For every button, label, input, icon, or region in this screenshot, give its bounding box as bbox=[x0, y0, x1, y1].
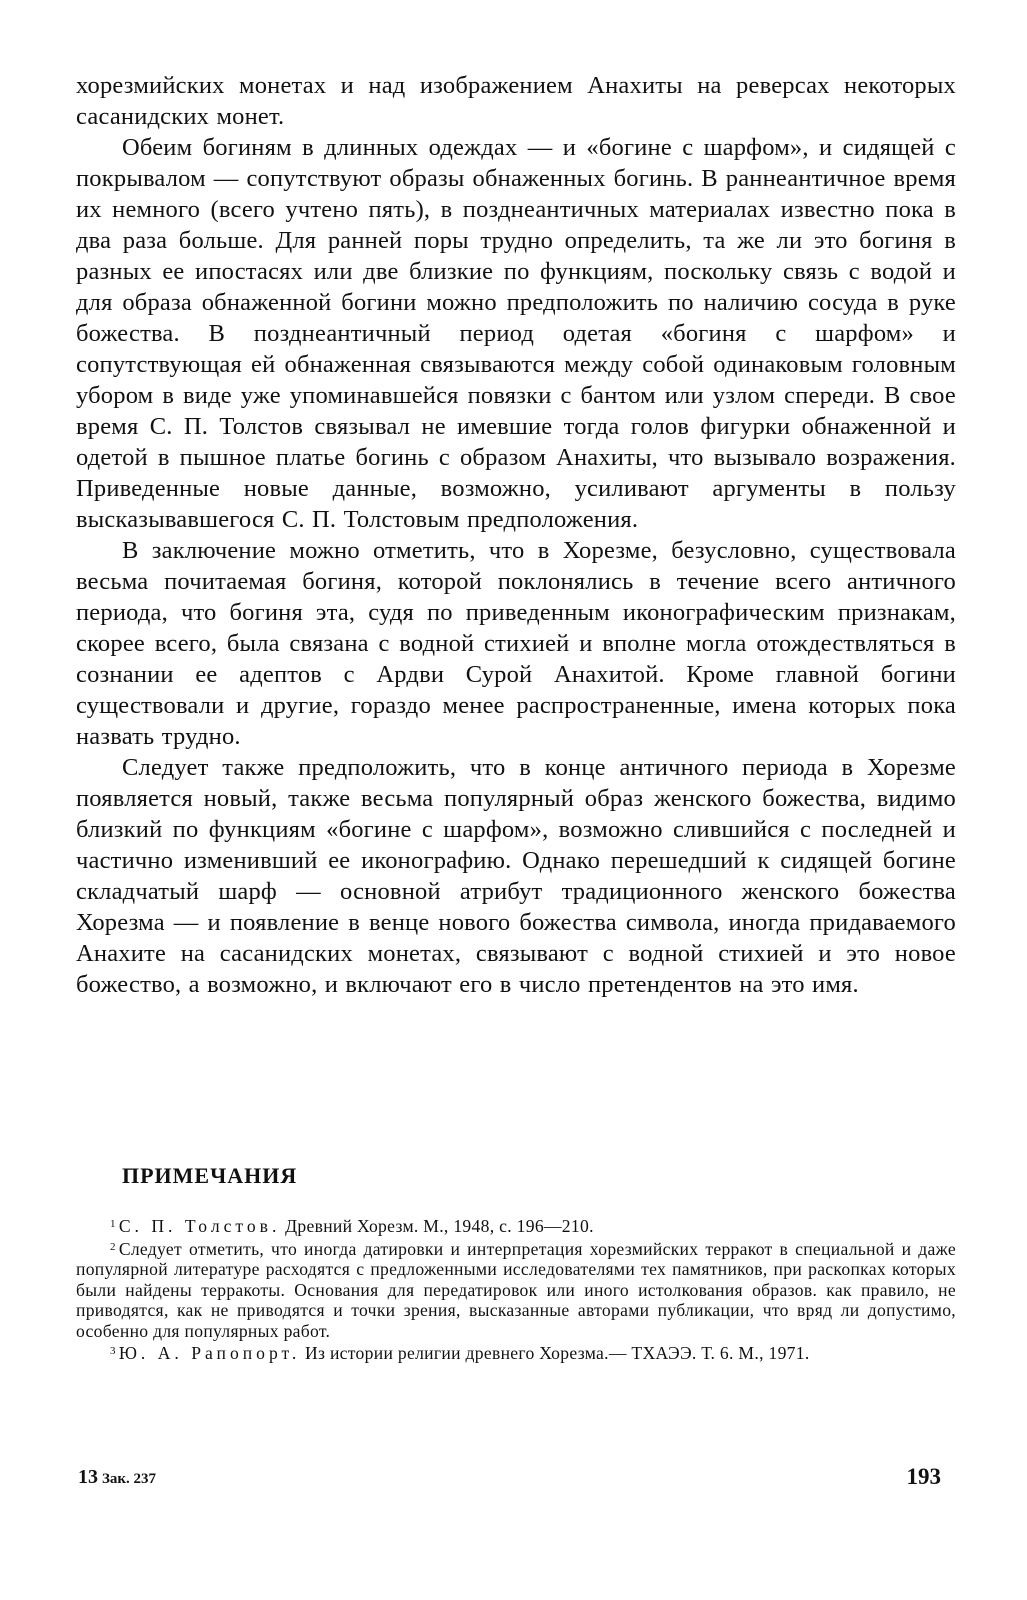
note-author: С. П. Толстов. bbox=[118, 1216, 281, 1236]
note-text: Следует отметить, что иногда датировки и интерпретация хорезмийских терракот в специальной и даже популярной литературе расходятся с предложенными исследователями тех памятников, при раскопках которых были найдены терракоты. Основания для передатировок или иного истолкования образов. как правило, не приводятся, как не приводятся и точки зрения, высказанные авторами публикации, что вряд ли допустимо, особенно для популярных работ. bbox=[76, 1238, 956, 1341]
note-author: Ю. А. Рапопорт. bbox=[118, 1343, 301, 1363]
paragraph-4: Следует также предположить, что в конце античного периода в Хорезме появляется новый, также весьма популярный образ женского божества, видимо близкий по функциям «богине с шарфом», возможно слившийся с последней и частично изменивший ее иконографию. Однако перешедший к сидящей богине складчатый шарф — основной атрибут традиционного женского божества Хорезма — и появление в венце нового божества символа, иногда придаваемого Анахите на сасанидских монетах, связывают с водной стихией и это новое божество, а возможно, и включают его в число претендентов на это имя. bbox=[76, 754, 956, 998]
notes-list bbox=[76, 1214, 956, 1364]
main-text bbox=[76, 70, 956, 1000]
note-number: 1 bbox=[110, 1218, 116, 1230]
note-text: Древний Хорезм. М., 1948, с. 196—210. bbox=[280, 1216, 594, 1236]
note-number: 3 bbox=[110, 1345, 116, 1357]
paragraph-3: В заключение можно отметить, что в Хорезме, безусловно, существовала весьма почитаемая богиня, которой поклонялись в течение всего античного периода, что богиня эта, судя по приведенным иконографическим признакам, скорее всего, была связана с водной стихией и вполне могла отождествляться в сознании ее адептов с Ардви Сурой Анахитой. Кроме главной богини существовали и другие, гораздо менее распространенные, имена которых пока назвать трудно. bbox=[76, 537, 956, 750]
note-3 bbox=[76, 1341, 956, 1364]
order-number: Зак. 237 bbox=[102, 1471, 157, 1487]
page-number: 193 bbox=[906, 1464, 941, 1489]
signature-number: 13 bbox=[78, 1466, 98, 1488]
note-text: Из истории религии древнего Хорезма.— ТХАЭЭ. Т. 6. М., 1971. bbox=[300, 1343, 810, 1363]
notes-heading: ПРИМЕЧАНИЯ bbox=[122, 1163, 298, 1188]
note-number: 2 bbox=[110, 1240, 116, 1253]
paragraph-2: Обеим богиням в длинных одеждах — и «богине с шарфом», и сидящей с покрывалом — сопутствуют образы обнаженных богинь. В раннеантичное время их немного (всего учтено пять), в позднеантичных материалах известно пока в два раза больше. Для ранней поры трудно определить, та же ли это богиня в разных ее ипостасях или две близкие по функциям, поскольку связь с водой и для образа обнаженной богини можно предположить по наличию сосуда в руке божества. В позднеантичный период одетая «богиня с шарфом» и сопутствующая ей обнаженная связываются между собой одинаковым головным убором в виде уже упоминавшейся повязки с бантом или узлом спереди. В свое время С. П. Толстов связывал не имевшие тогда голов фигурки обнаженной и одетой в пышное платье богинь с образом Анахиты, что вызывало возражения. Приведенные новые данные, возможно, усиливают аргументы в пользу высказывавшегося С. П. Толстовым предположения. bbox=[76, 134, 956, 533]
printer-signature bbox=[78, 1466, 156, 1489]
note-2 bbox=[76, 1237, 956, 1342]
note-1 bbox=[76, 1214, 956, 1237]
paragraph-1: хорезмийских монетах и над изображением Анахиты на реверсах некоторых сасанидских монет. bbox=[76, 72, 956, 130]
